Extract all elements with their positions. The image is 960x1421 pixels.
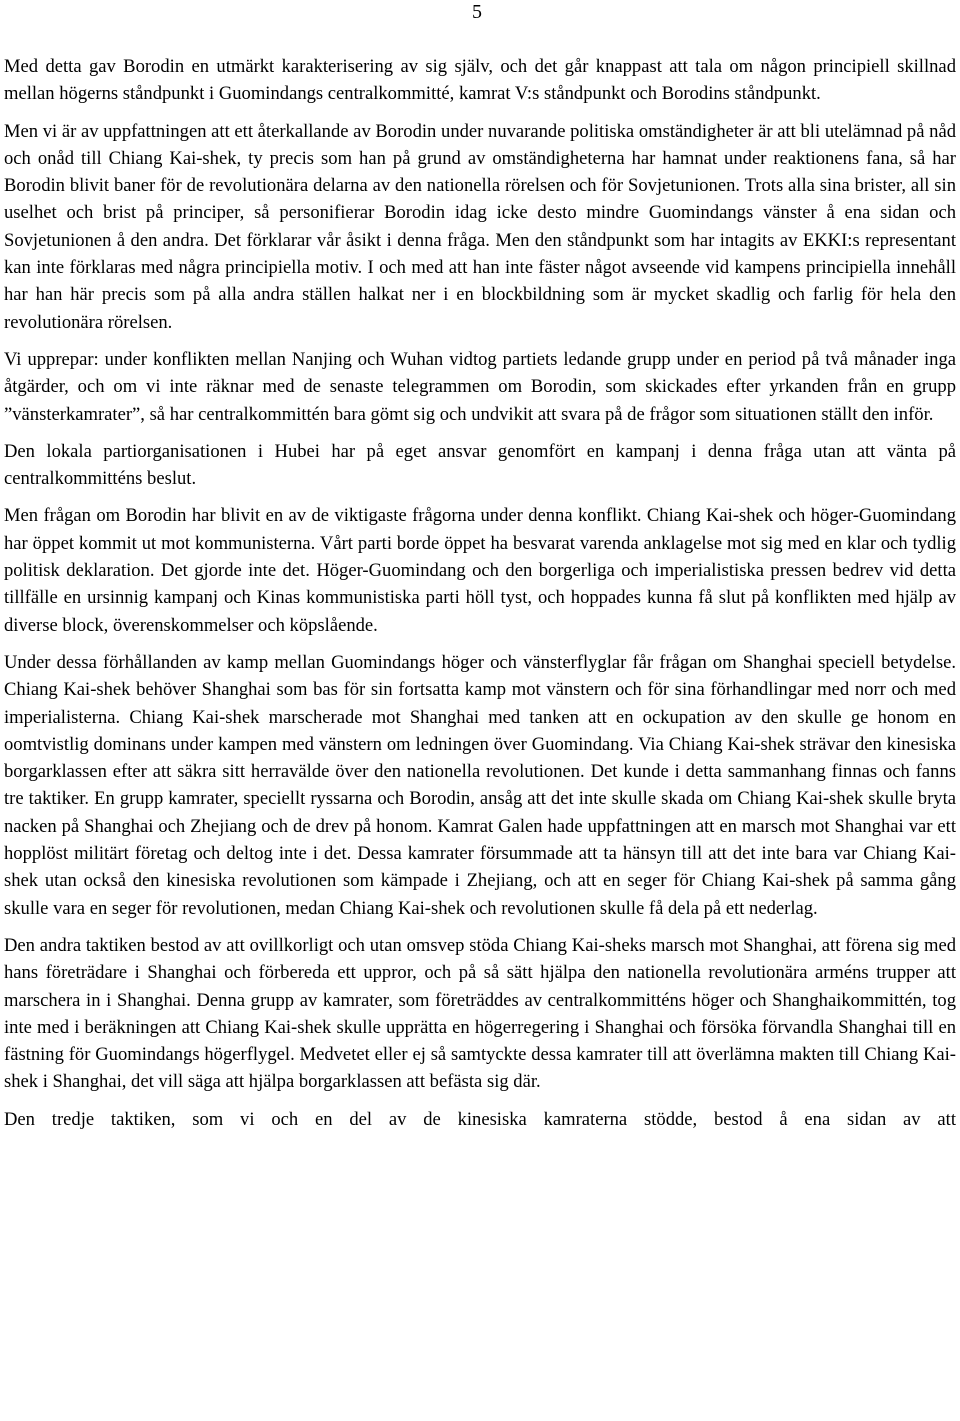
paragraph: Men frågan om Borodin har blivit en av de viktigaste frågorna under denna konflikt. Chiang Kai-shek och höger-Guomindang har öppet kommit ut mot kommunisterna. Vårt parti borde öppet ha besvarat varenda anklagelse mot sig med en klar och tydlig politisk deklaration. Det gjorde inte det. Höger-Guomindang och den borgerliga och imperialistiska pressen bedrev vid detta tillfälle en ursinnig kampanj och Kinas kommunistiska parti höll tyst, och hoppades kunna få slut på konflikten med hjälp av diverse block, överenskommelser och köpslående.	[4, 505, 956, 636]
paragraph: Under dessa förhållanden av kamp mellan Guomindangs höger och vänsterflyglar får frågan om Shanghai speciell betydelse. Chiang Kai-shek behöver Shanghai som bas för sin fortsatta kamp mot vänstern och för sina förhandlingar med norr och med imperialisterna. Chiang Kai-shek marscherade mot Shanghai med tanken att en ockupation av den skulle ge honom en oomtvistlig dominans under kampen med vänstern om ledningen över Guomindang. Via Chiang Kai-shek strävar den kinesiska borgarklassen efter att säkra sitt herravälde över den nationella revolutionen. Det kunde i detta sammanhang finnas och fanns tre taktiker. En grupp kamrater, speciellt ryssarna och Borodin, ansåg att det inte skulle skada om Chiang Kai-shek skulle bryta nacken på Shanghai och Zhejiang och de drev på honom. Kamrat Galen hade uppfattningen att en marsch mot Shanghai var ett hopplöst militärt företag och deltog inte i det. Dessa kamrater försummade att ta hänsyn till att det inte bara var Chiang Kai-shek utan också den kinesiska revolutionen som kämpade i Zhejiang, och att en seger för Chiang Kai-shek på samma gång skulle vara en seger för revolutionen, medan Chiang Kai-shek och revolutionen skulle få dela på ett nederlag.	[4, 651, 956, 919]
paragraph: Men vi är av uppfattningen att ett återkallande av Borodin under nuvarande politiska omständigheter är att bli utelämnad på nåd och onåd till Chiang Kai-shek, ty precis som han på grund av omständigheterna har hamnat under reaktionens fana, så har Borodin blivit baner för de revolutionära delarna av den nationella rörelsen och för Sovjetunionen. Trots alla sina brister, all sin uselhet och brist på principer, så personifierar Borodin idag icke desto mindre Guomindangs vänster å ena sidan och Sovjetunionen å den andra. Det förklarar vår åsikt i denna fråga. Men den ståndpunkt som har intagits av EKKI:s representant kan inte förklaras med några principiella motiv. I och med att han inte fäster något avseende vid kampens principiella innehåll har han här precis som på alla andra ställen halkat ner i en blockbildning som är mycket skadlig och farlig för hela den revolutionära rörelsen.	[4, 120, 956, 333]
paragraph: Den andra taktiken bestod av att ovillkorligt och utan omsvep stöda Chiang Kai-sheks marsch mot Shanghai, att förena sig med hans företrädare i Shanghai och förbereda ett uppror, och på så sätt hjälpa den nationella revolutionära arméns trupper att marschera in i Shanghai. Denna grupp av kamrater, som företräddes av centralkommitténs höger och Shanghaikommittén, tog inte med i beräkningen att Chiang Kai-shek skulle upprätta en högerregering i Shanghai och försöka förvandla Shanghai till en fästning för Guomindangs högerflygel. Medvetet eller ej så samtyckte dessa kamrater till att överlämna makten till Chiang Kai-shek i Shanghai, det vill säga att hjälpa borgarklassen att befästa sig där.	[4, 934, 956, 1093]
document-body	[4, 53, 956, 1133]
paragraph: Vi upprepar: under konflikten mellan Nanjing och Wuhan vidtog partiets ledande grupp under en period på två månader inga åtgärder, och om vi inte räknar med de senaste telegrammen om Borodin, som skickades efter yrkanden från en grupp ”vänsterkamrater”, så har centralkommittén bara gömt sig och undvikit att svara på de frågor som situationen ställt den inför.	[4, 348, 956, 425]
paragraph: Den lokala partiorganisationen i Hubei har på eget ansvar genomfört en kampanj i denna fråga utan att vänta på centralkommitténs beslut.	[4, 440, 956, 490]
paragraph: Med detta gav Borodin en utmärkt karakterisering av sig själv, och det går knappast att tala om någon principiell skillnad mellan högerns ståndpunkt i Guomindangs centralkommitté, kamrat V:s ståndpunkt och Borodins ståndpunkt.	[4, 56, 956, 105]
paragraph: Den tredje taktiken, som vi och en del av de kinesiska kamraterna stödde, bestod å ena sidan av att	[4, 1108, 956, 1130]
page-number: 5	[472, 1, 482, 23]
